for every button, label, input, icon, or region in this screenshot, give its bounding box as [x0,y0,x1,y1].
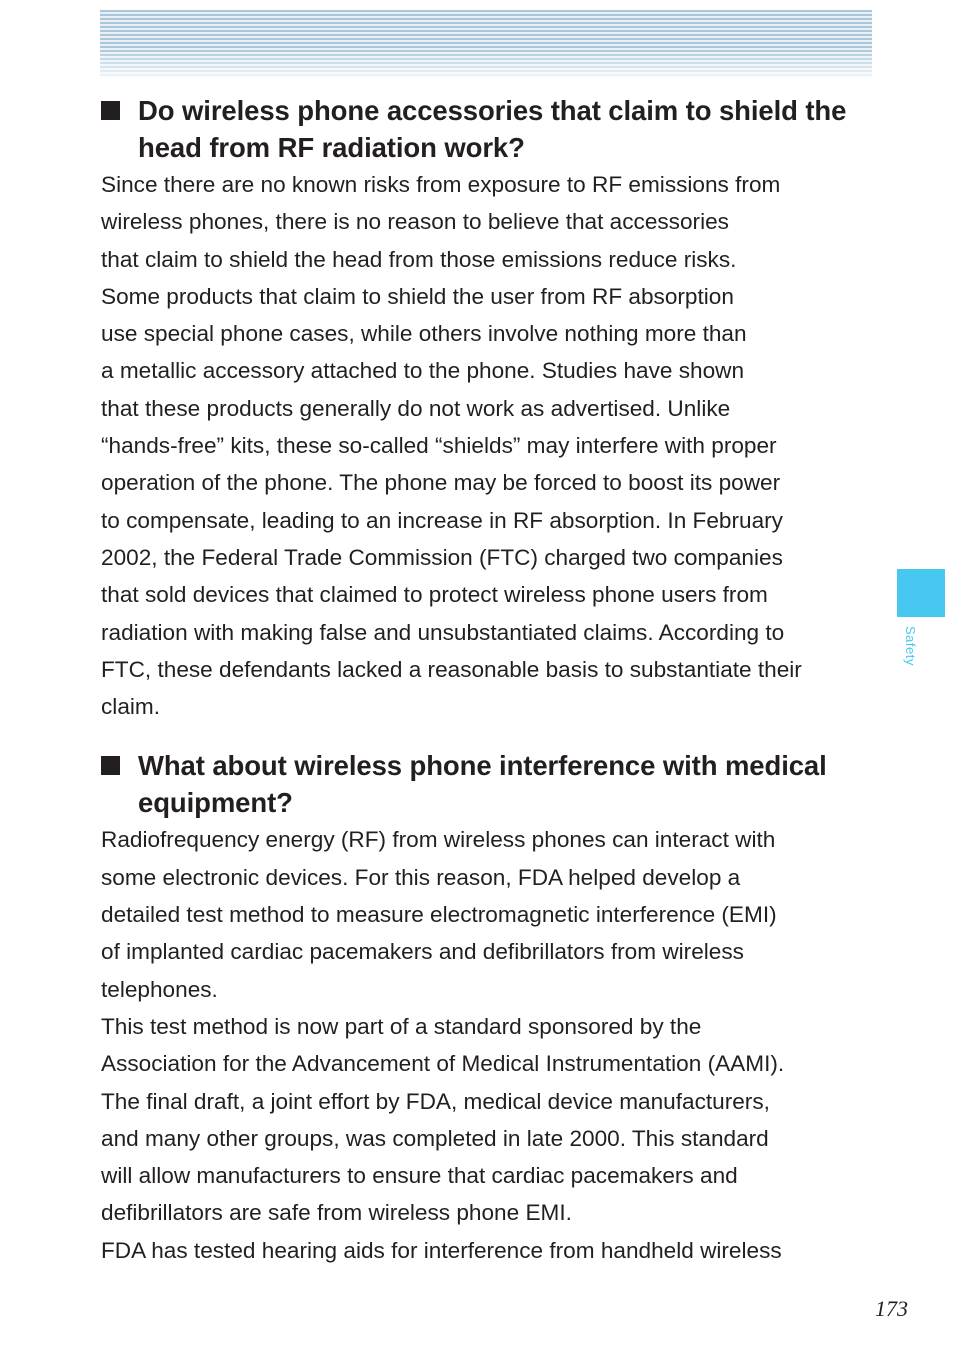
side-section-tab [897,569,945,617]
body-paragraph-medical-equipment: Radiofrequency energy (RF) from wireless phones can interact with some electronic devices. For this reason, FDA helped develop a detailed test method to measure electromagnetic interference (EMI) of implanted cardiac pacemakers and defibrillators from wireless telephones. This test method is now part of a standard sponsored by the Association for the Advancement of Medical Instrumentation (AAMI). The final draft, a joint effort by FDA, medical device manufacturers, and many other groups, was completed in late 2000. This standard will allow manufacturers to ensure that cardiac pacemakers and defibrillators are safe from wireless phone EMI. FDA has tested hearing aids for interference from handheld wireless [101,827,785,1263]
section-heading-medical-equipment [101,747,873,821]
header-decoration-band [100,10,872,78]
section-heading-accessories [101,92,873,166]
page-number: 173 [875,1296,908,1321]
square-bullet-icon [101,756,120,775]
heading-text: What about wireless phone interference with medical equipment? [138,750,827,819]
square-bullet-icon [101,101,120,120]
body-paragraph-accessories: Since there are no known risks from exposure to RF emissions from wireless phones, there is no reason to believe that accessories that claim to shield the head from those emissions reduce risks. Some products that claim to shield the user from RF absorption use special phone cases, while others involve nothing more than a metallic accessory attached to the phone. Studies have shown that these products generally do not work as advertised. Unlike “hands-free” kits, these so-called “shields” may interfere with proper operation of the phone. The phone may be forced to boost its power to compensate, leading to an increase in RF absorption. In February 2002, the Federal Trade Commission (FTC) charged two companies that sold devices that claimed to protect wireless phone users from radiation with making false and unsubstantiated claims. According to FTC, these defendants lacked a reasonable basis to substantiate their claim. [101,172,802,720]
side-section-label: Safety [903,626,918,666]
page-content [101,92,873,1269]
heading-text: Do wireless phone accessories that claim to shield the head from RF radiation work? [138,95,847,163]
